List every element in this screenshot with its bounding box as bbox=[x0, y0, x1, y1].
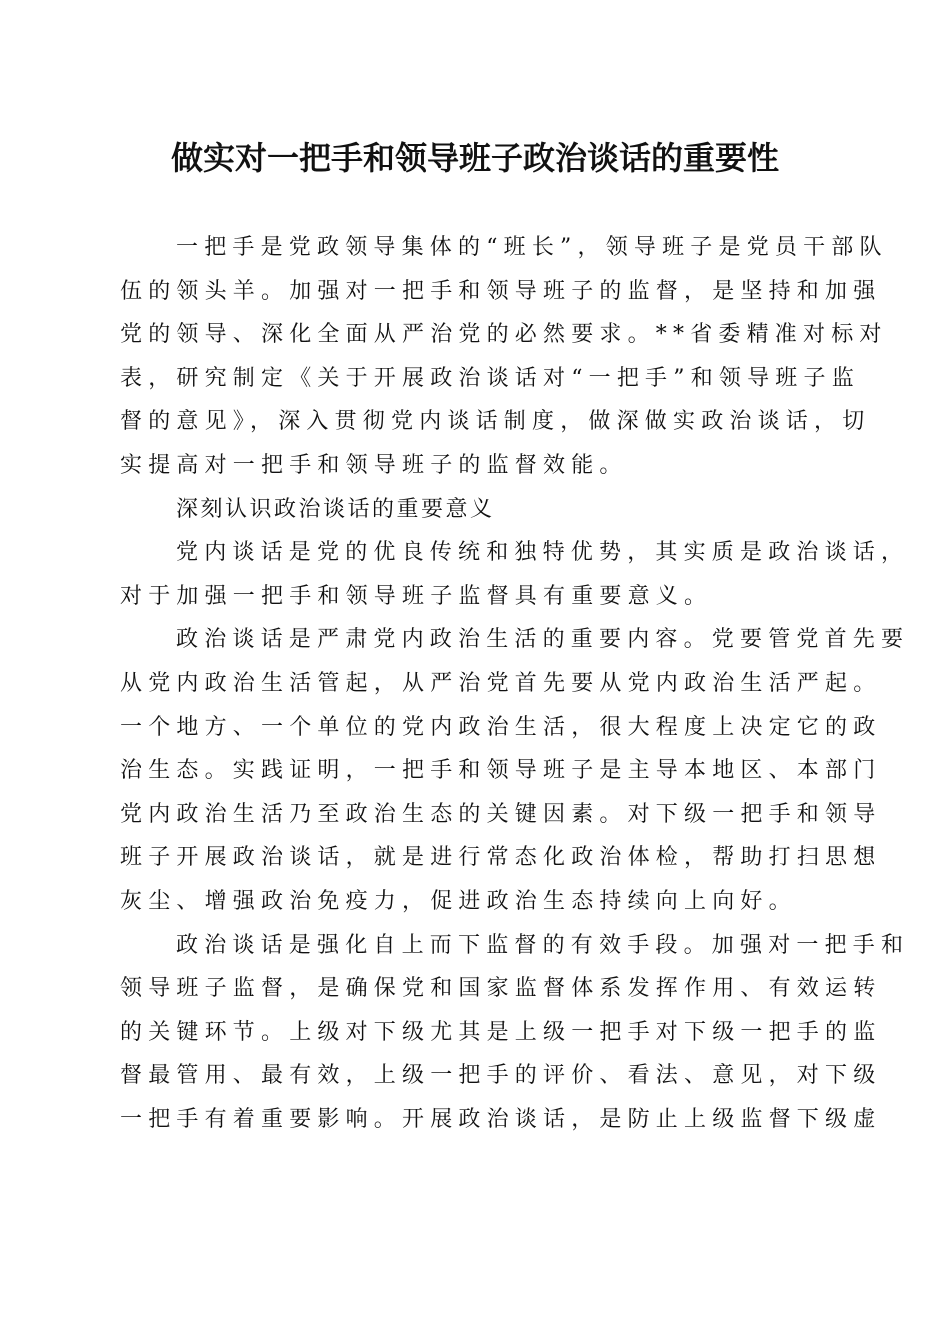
text-line: 治生态。实践证明，一把手和领导班子是主导本地区、本部门 bbox=[120, 758, 882, 784]
text-line: 实提高对一把手和领导班子的监督效能。 bbox=[120, 452, 628, 478]
text-line: 领导班子监督，是确保党和国家监督体系发挥作用、有效运转 bbox=[120, 976, 882, 1002]
text-line: 对于加强一把手和领导班子监督具有重要意义。 bbox=[120, 583, 713, 609]
text-line: 党内政治生活乃至政治生态的关键因素。对下级一把手和领导 bbox=[120, 801, 882, 827]
text-line: 一把手有着重要影响。开展政治谈话，是防止上级监督下级虚 bbox=[120, 1106, 882, 1132]
paragraph-supervision bbox=[120, 924, 910, 1142]
text-line: 班子开展政治谈话，就是进行常态化政治体检，帮助打扫思想 bbox=[120, 845, 882, 871]
text-line: 从党内政治生活管起，从严治党首先要从党内政治生活严起。 bbox=[120, 670, 882, 696]
text-line: 灰尘、增强政治免疫力，促进政治生态持续向上向好。 bbox=[120, 888, 797, 914]
document-title: 做实对一把手和领导班子政治谈话的重要性 bbox=[170, 139, 779, 177]
text-line: 党内谈话是党的优良传统和独特优势，其实质是政治谈话， bbox=[176, 540, 910, 566]
paragraph-party-talk bbox=[120, 531, 910, 618]
text-line: 表，研究制定《关于开展政治谈话对“一把手”和领导班子监 bbox=[120, 365, 860, 391]
paragraph-intro bbox=[120, 226, 888, 488]
section-heading: 深刻认识政治谈话的重要意义 bbox=[176, 496, 495, 522]
text-line: 一个地方、一个单位的党内政治生活，很大程度上决定它的政 bbox=[120, 714, 882, 740]
text-line: 督最管用、最有效，上级一把手的评价、看法、意见，对下级 bbox=[120, 1063, 882, 1089]
text-line: 督的意见》，深入贯彻党内谈话制度，做深做实政治谈话，切 bbox=[120, 409, 871, 435]
text-line: 的关键环节。上级对下级尤其是上级一把手对下级一把手的监 bbox=[120, 1019, 882, 1045]
text-line: 政治谈话是强化自上而下监督的有效手段。加强对一把手和 bbox=[176, 932, 910, 958]
text-line: 伍的领头羊。加强对一把手和领导班子的监督，是坚持和加强 bbox=[120, 278, 882, 304]
text-line: 党的领导、深化全面从严治党的必然要求。**省委精准对标对 bbox=[120, 322, 888, 348]
text-line: 政治谈话是严肃党内政治生活的重要内容。党要管党首先要 bbox=[176, 627, 910, 653]
text-line: 一把手是党政领导集体的“班长”，领导班子是党员干部队 bbox=[176, 235, 888, 260]
document-body bbox=[120, 226, 910, 1141]
paragraph-political-life bbox=[120, 618, 910, 923]
